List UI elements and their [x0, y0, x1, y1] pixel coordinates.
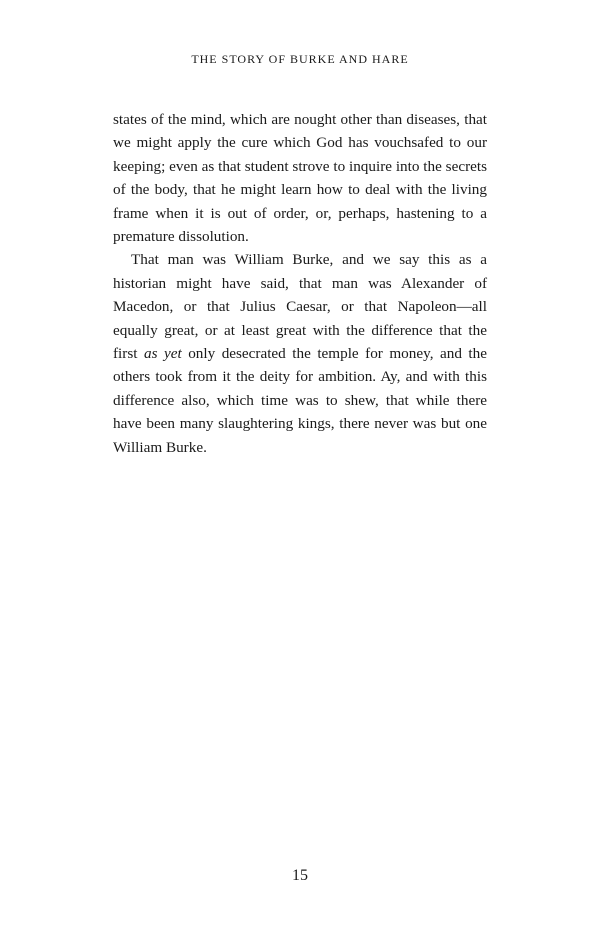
- body-text: [113, 108, 487, 459]
- page-number: 15: [292, 867, 308, 884]
- paragraph-2-text-start: That man was William Burke, and we say this as a historian might have said, that man was Alexander of Macedon, or that Julius Caesar, or that Napoleon—all equally great, or at least great with the difference that the first: [113, 251, 487, 363]
- paragraph-2-text-end: only desecrated the temple for money, and the others took from it the deity for ambition. Ay, and with this difference also, which time was to shew, that while there have been many slaughtering kings, there never was but one William Burke.: [113, 345, 487, 456]
- paragraph-1: states of the mind, which are nought other than diseases, that we might apply the cure which God has vouchsafed to our keeping; even as that student strove to inquire into the secrets of the body, that he might learn how to deal with the living frame when it is out of order, or, perhaps, hastening to a premature dissolution.: [113, 111, 487, 246]
- paragraph-2-italic-phrase: as yet: [143, 345, 182, 363]
- paragraph-2: [113, 248, 487, 459]
- running-head: THE STORY OF BURKE AND HARE: [191, 52, 409, 66]
